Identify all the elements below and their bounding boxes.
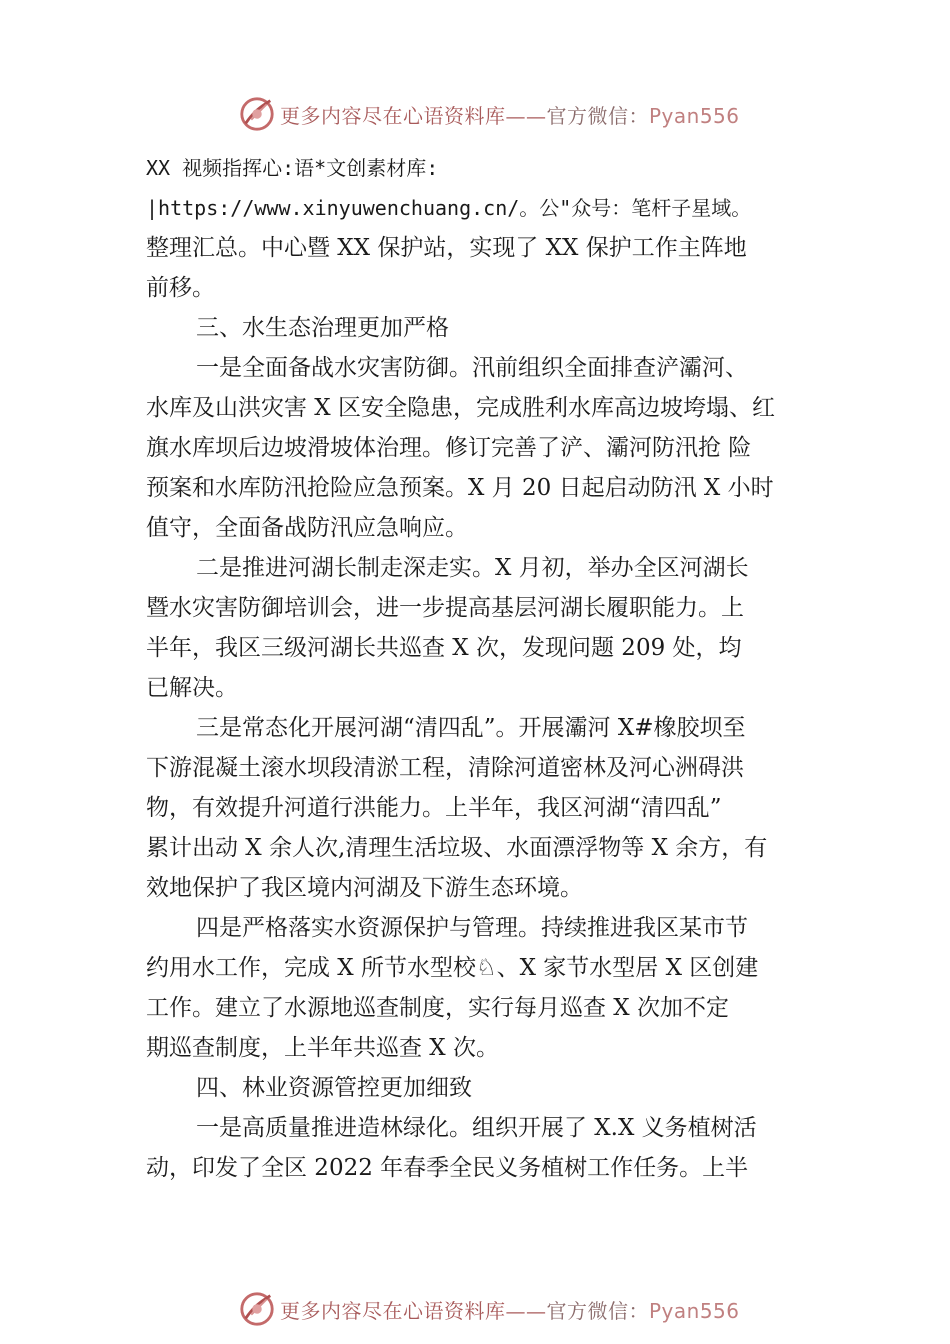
watermark-title: 更多内容尽在心语资料库 (280, 103, 506, 128)
text-line: 旗水库坝后边坡滑坡体治理。修订完善了浐、灞河防汛抢 险 (146, 435, 752, 461)
text-line: 约用水工作，完成 X 所节水型校♘、X 家节水型居 X 区创建 (146, 955, 759, 981)
text-line: 预案和水库防汛抢险应急预案。X 月 20 日起启动防汛 X 小时 (146, 475, 774, 501)
text-line: XX 视频指挥心:语*文创素材库: (146, 156, 439, 180)
text-line: 二是推进河湖长制走深走实。X 月初，举办全区河湖长 (196, 555, 749, 581)
text-line: 四是严格落实水资源保护与管理。持续推进我区某市节 (196, 915, 748, 941)
text-line: 四、林业资源管控更加细致 (196, 1075, 472, 1101)
text-line: 前移。 (146, 275, 215, 301)
text-line: 物，有效提升河道行洪能力。上半年，我区河湖“清四乱” (146, 795, 722, 821)
logo-icon (238, 1290, 276, 1328)
text-line: 值守，全面备战防汛应急响应。 (146, 515, 468, 541)
text-line: 暨水灾害防御培训会，进一步提高基层河湖长履职能力。上 (146, 595, 744, 621)
watermark-dash: —— (505, 1298, 547, 1323)
text-line: 期巡查制度，上半年共巡查 X 次。 (146, 1035, 499, 1061)
watermark-text (280, 1295, 740, 1324)
text-line: 效地保护了我区境内河湖及下游生态环境。 (146, 875, 583, 901)
text-line: 已解决。 (146, 675, 238, 701)
watermark-wechat-id: Pyan556 (649, 1298, 740, 1323)
watermark-title: 更多内容尽在心语资料库 (280, 1298, 506, 1323)
watermark-wechat-label: 官方微信： (546, 1298, 649, 1323)
text-line: 动，印发了全区 2022 年春季全民义务植树工作任务。上半 (146, 1155, 749, 1181)
text-line: 工作。建立了水源地巡查制度，实行每月巡查 X 次加不定 (146, 995, 729, 1021)
watermark-banner-bottom (238, 1289, 740, 1329)
text-line: 整理汇总。中心暨 XX 保护站，实现了 XX 保护工作主阵地 (146, 235, 747, 261)
text-line: 三、水生态治理更加严格 (196, 315, 449, 341)
text-line: 一是高质量推进造林绿化。组织开展了 X.X 义务植树活 (196, 1115, 757, 1141)
text-line: 一是全面备战水灾害防御。汛前组织全面排查浐灞河、 (196, 355, 748, 381)
text-line: 下游混凝土滚水坝段清淤工程，清除河道密林及河心洲碍洪 (146, 755, 744, 781)
text-line: 半年，我区三级河湖长共巡查 X 次，发现问题 209 处，均 (146, 635, 742, 661)
watermark-banner-top (238, 94, 740, 134)
watermark-wechat-label: 官方微信： (546, 103, 649, 128)
text-line: 水库及山洪灾害 X 区安全隐患，完成胜利水库高边坡垮塌、红 (146, 395, 775, 421)
watermark-text (280, 100, 740, 129)
text-line: 累计出动 X 余人次,清理生活垃圾、水面漂浮物等 X 余方，有 (146, 835, 768, 861)
document-body (146, 148, 836, 1188)
text-line: |https://www.xinyuwenchuang.cn/。公"众号：笔杆子星域。 (146, 196, 752, 220)
text-line: 三是常态化开展河湖“清四乱”。开展灞河 X#橡胶坝至 (196, 715, 746, 741)
watermark-dash: —— (505, 103, 547, 128)
watermark-wechat-id: Pyan556 (649, 103, 740, 128)
logo-icon (238, 95, 276, 133)
